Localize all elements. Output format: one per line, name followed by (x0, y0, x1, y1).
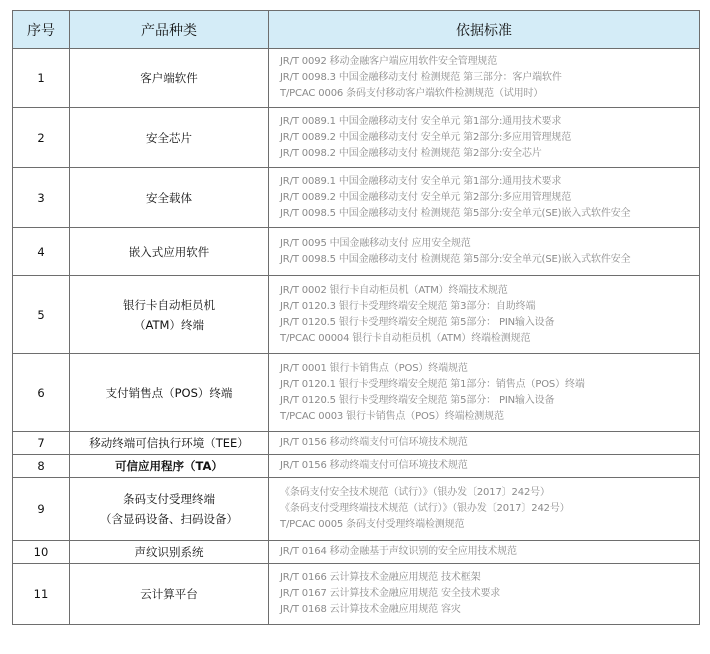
standard-line: T/PCAC 00004 银行卡自动柜员机（ATM）终端检测规范 (280, 332, 531, 344)
standard-line: T/PCAC 0005 条码支付受理终端检测规范 (280, 519, 465, 530)
row-seq: 11 (13, 564, 70, 625)
standard-line: JR/T 0120.3 银行卡受理终端安全规范 第3部分：自助终端 (280, 300, 536, 312)
standards-table (12, 10, 700, 625)
table-row (13, 108, 700, 168)
row-standards (269, 354, 700, 432)
row-standards (269, 455, 700, 478)
standard-line: JR/T 0098.5 中国金融移动支付 检测规范 第5部分:安全单元(SE)嵌入式软件安全 (280, 253, 631, 265)
product-line-1: 条码支付受理终端 (123, 492, 215, 506)
row-seq: 8 (13, 455, 70, 478)
row-product: 安全芯片 (70, 108, 269, 168)
row-seq: 6 (13, 354, 70, 432)
standard-line: JR/T 0098.2 中国金融移动支付 检测规范 第2部分:安全芯片 (280, 147, 542, 159)
header-seq: 序号 (13, 11, 70, 49)
row-standards (269, 432, 700, 455)
row-standards (269, 541, 700, 564)
standards-table-container (12, 10, 699, 625)
row-product: 安全载体 (70, 168, 269, 228)
header-standard: 依据标准 (269, 11, 700, 49)
standard-line: JR/T 0167 云计算技术金融应用规范 安全技术要求 (280, 588, 501, 599)
table-row (13, 228, 700, 276)
standard-line: JR/T 0120.5 银行卡受理终端安全规范 第5部分： PIN输入设备 (280, 394, 555, 406)
row-standards (269, 108, 700, 168)
standard-line: 《条码支付安全技术规范（试行）》（银办发〔2017〕242号） (280, 487, 550, 498)
table-row (13, 541, 700, 564)
table-row (13, 49, 700, 108)
standard-line: JR/T 0156 移动终端支付可信环境技术规范 (280, 437, 468, 448)
standard-line: JR/T 0002 银行卡自动柜员机（ATM）终端技术规范 (280, 284, 508, 296)
row-product: 客户端软件 (70, 49, 269, 108)
row-product: 可信应用程序（TA） (70, 455, 269, 478)
row-seq: 2 (13, 108, 70, 168)
row-seq: 3 (13, 168, 70, 228)
standard-line: JR/T 0156 移动终端支付可信环境技术规范 (280, 460, 468, 471)
row-standards (269, 276, 700, 354)
standard-line: T/PCAC 0003 银行卡销售点（POS）终端检测规范 (280, 410, 504, 422)
table-row (13, 354, 700, 432)
table-row (13, 478, 700, 541)
header-product-type: 产品种类 (70, 11, 269, 49)
standard-line: JR/T 0120.1 银行卡受理终端安全规范 第1部分：销售点（POS）终端 (280, 378, 585, 390)
standard-line: JR/T 0001 银行卡销售点（POS）终端规范 (280, 362, 468, 374)
standard-line: JR/T 0095 中国金融移动支付 应用安全规范 (280, 237, 471, 249)
product-line-2: （ATM）终端 (134, 317, 204, 332)
standard-line: JR/T 0164 移动金融基于声纹识别的安全应用技术规范 (280, 546, 517, 557)
product-line-1: 银行卡自动柜员机 (123, 297, 215, 312)
row-seq: 1 (13, 49, 70, 108)
row-product: 支付销售点（POS）终端 (70, 354, 269, 432)
standard-line: JR/T 0089.1 中国金融移动支付 安全单元 第1部分:通用技术要求 (280, 115, 562, 127)
table-header-row (13, 11, 700, 49)
row-standards (269, 478, 700, 541)
row-seq: 5 (13, 276, 70, 354)
table-row (13, 564, 700, 625)
table-row (13, 432, 700, 455)
standard-line: JR/T 0089.1 中国金融移动支付 安全单元 第1部分:通用技术要求 (280, 175, 562, 187)
row-product (70, 276, 269, 354)
standard-line: JR/T 0168 云计算技术金融应用规范 容灾 (280, 604, 461, 615)
row-product: 移动终端可信执行环境（TEE） (70, 432, 269, 455)
product-line-2: （含显码设备、扫码设备） (100, 512, 238, 526)
standard-line: JR/T 0092 移动金融客户端应用软件安全管理规范 (280, 56, 498, 67)
standard-line: JR/T 0089.2 中国金融移动支付 安全单元 第2部分:多应用管理规范 (280, 191, 572, 203)
row-standards (269, 49, 700, 108)
row-product (70, 478, 269, 541)
row-standards (269, 168, 700, 228)
row-seq: 7 (13, 432, 70, 455)
row-seq: 9 (13, 478, 70, 541)
standard-line: T/PCAC 0006 条码支付移动客户端软件检测规范（试用时） (280, 88, 544, 99)
standard-line: JR/T 0120.5 银行卡受理终端安全规范 第5部分： PIN输入设备 (280, 316, 555, 328)
row-seq: 4 (13, 228, 70, 276)
table-row (13, 276, 700, 354)
standard-line: JR/T 0166 云计算技术金融应用规范 技术框架 (280, 572, 481, 583)
row-standards (269, 228, 700, 276)
table-row (13, 455, 700, 478)
row-standards (269, 564, 700, 625)
row-product: 嵌入式应用软件 (70, 228, 269, 276)
table-row (13, 168, 700, 228)
standard-line: JR/T 0098.5 中国金融移动支付 检测规范 第5部分:安全单元(SE)嵌入式软件安全 (280, 207, 631, 219)
standard-line: JR/T 0089.2 中国金融移动支付 安全单元 第2部分:多应用管理规范 (280, 131, 572, 143)
row-product: 云计算平台 (70, 564, 269, 625)
row-product: 声纹识别系统 (70, 541, 269, 564)
standard-line: 《条码支付受理终端技术规范（试行）》（银办发〔2017〕242号） (280, 503, 570, 514)
standard-line: JR/T 0098.3 中国金融移动支付 检测规范 第三部分：客户端软件 (280, 72, 562, 83)
row-seq: 10 (13, 541, 70, 564)
